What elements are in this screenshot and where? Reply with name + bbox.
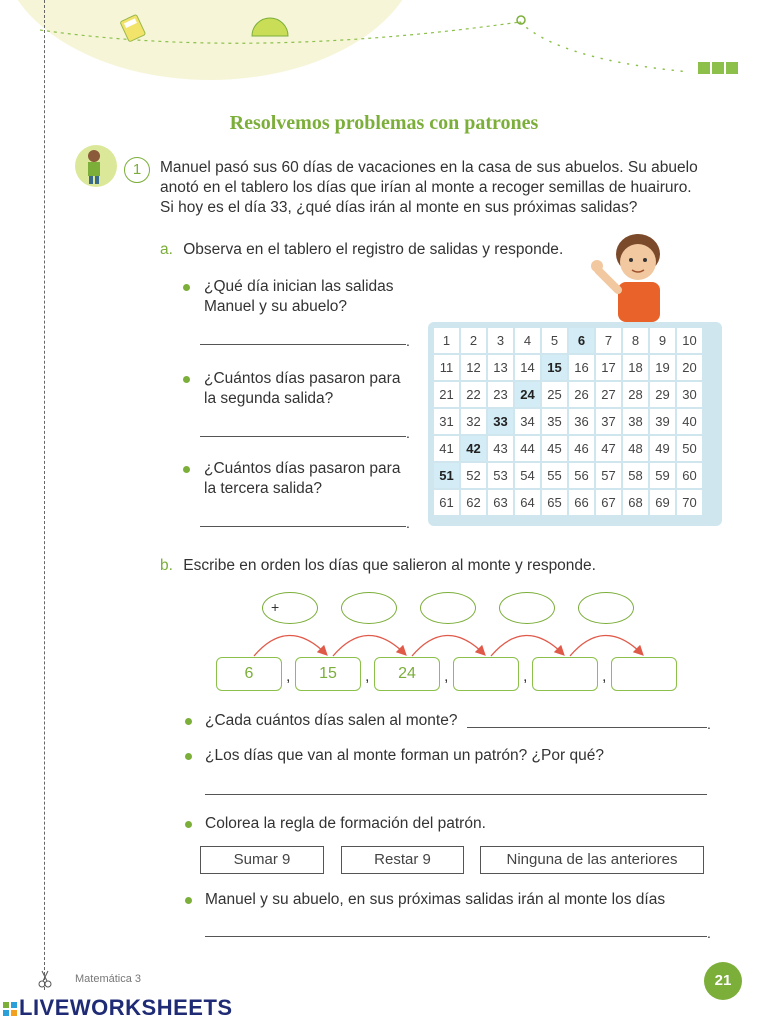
bullet — [183, 376, 190, 383]
board-cell: 50 — [677, 436, 702, 461]
board-cell: 14 — [515, 355, 540, 380]
instruction-verb: Observa — [183, 241, 242, 258]
board-cell: 41 — [434, 436, 459, 461]
cut-line — [44, 0, 45, 990]
question-line: Manuel y su abuelo? — [204, 298, 348, 315]
board-cell: 21 — [434, 382, 459, 407]
board-cell: 39 — [650, 409, 675, 434]
number-board-table — [432, 326, 704, 517]
answer-field-a1[interactable] — [200, 344, 406, 345]
day-box[interactable] — [532, 657, 598, 691]
board-cell: 5 — [542, 328, 567, 353]
board-cell: 38 — [623, 409, 648, 434]
question-b1: ¿Cada cuántos días salen al monte? — [205, 712, 458, 729]
board-cell: 33 — [488, 409, 513, 434]
question-line: la segunda salida? — [204, 390, 334, 407]
board-cell: 19 — [650, 355, 675, 380]
line-end-dot: . — [406, 425, 410, 441]
problem-line: anotó en el tablero los días que irían al monte a recoger semillas de huairuro. — [160, 179, 692, 196]
board-cell: 61 — [434, 490, 459, 515]
board-cell: 36 — [569, 409, 594, 434]
instruction-text: la regla de formación del patrón. — [259, 815, 486, 832]
board-cell: 69 — [650, 490, 675, 515]
bullet — [185, 753, 192, 760]
board-cell: 6 — [569, 328, 594, 353]
board-cell: 47 — [596, 436, 621, 461]
question-line: ¿Qué día inician las salidas — [204, 278, 394, 295]
board-row — [434, 436, 702, 461]
brand-icon — [3, 1002, 17, 1016]
arrow — [491, 635, 563, 656]
question-a1 — [204, 277, 394, 317]
scissors-icon — [38, 970, 52, 988]
board-cell: 44 — [515, 436, 540, 461]
option-restar-9[interactable]: Restar 9 — [341, 846, 464, 874]
board-cell: 46 — [569, 436, 594, 461]
board-cell: 49 — [650, 436, 675, 461]
board-cell: 68 — [623, 490, 648, 515]
board-cell: 22 — [461, 382, 486, 407]
problem-line: Si hoy es el día 33, ¿qué días irán al monte en sus próximas salidas? — [160, 199, 638, 216]
problem-number: 1 — [124, 157, 150, 183]
instruction-verb: Escribe — [183, 557, 235, 574]
calculator-icon — [120, 14, 146, 42]
oval-text: + — [271, 599, 280, 615]
board-cell: 57 — [596, 463, 621, 488]
board-cell: 66 — [569, 490, 594, 515]
question-a2 — [204, 369, 400, 409]
board-cell: 58 — [623, 463, 648, 488]
board-row — [434, 382, 702, 407]
board-cell: 64 — [515, 490, 540, 515]
board-cell: 27 — [596, 382, 621, 407]
day-box[interactable] — [453, 657, 519, 691]
board-row — [434, 355, 702, 380]
board-cell: 24 — [515, 382, 540, 407]
question-b4: Manuel y su abuelo, en sus próximas salidas irán al monte los días — [205, 891, 666, 908]
board-cell: 65 — [542, 490, 567, 515]
board-cell: 28 — [623, 382, 648, 407]
day-box[interactable]: 6 — [216, 657, 282, 691]
problem-statement — [160, 158, 720, 218]
board-cell: 59 — [650, 463, 675, 488]
board-cell: 2 — [461, 328, 486, 353]
question-b2: ¿Los días que van al monte forman un patrón? ¿Por qué? — [205, 747, 604, 764]
board-cell: 40 — [677, 409, 702, 434]
board-cell: 20 — [677, 355, 702, 380]
board-cell: 35 — [542, 409, 567, 434]
board-cell: 63 — [488, 490, 513, 515]
board-cell: 42 — [461, 436, 486, 461]
line-end-dot: . — [406, 515, 410, 531]
board-cell: 9 — [650, 328, 675, 353]
board-cell: 16 — [569, 355, 594, 380]
board-row — [434, 328, 702, 353]
board-cell: 62 — [461, 490, 486, 515]
board-cell: 31 — [434, 409, 459, 434]
instruction-text: en el tablero el registro de salidas y — [241, 241, 495, 258]
board-cell: 13 — [488, 355, 513, 380]
board-cell: 10 — [677, 328, 702, 353]
instruction-verb: responde — [527, 557, 592, 574]
part-b-instruction — [160, 556, 596, 576]
answer-field-a3[interactable] — [200, 526, 406, 527]
bullet — [183, 284, 190, 291]
board-cell: 15 — [542, 355, 567, 380]
instruction-verb: responde — [494, 241, 559, 258]
board-cell: 53 — [488, 463, 513, 488]
page-title: Resolvemos problemas con patrones — [229, 112, 539, 134]
page-number: 21 — [704, 962, 742, 1000]
bullet — [183, 466, 190, 473]
problem-line: Manuel pasó sus 60 días de vacaciones en la casa de sus abuelos. Su abuelo — [160, 159, 698, 176]
board-cell: 18 — [623, 355, 648, 380]
board-row — [434, 463, 702, 488]
day-box[interactable]: 24 — [374, 657, 440, 691]
bullet — [185, 718, 192, 725]
option-sumar-9[interactable]: Sumar 9 — [200, 846, 324, 874]
pattern-oval[interactable] — [499, 592, 555, 624]
line-end-dot: . — [707, 925, 711, 941]
board-cell: 1 — [434, 328, 459, 353]
answer-field-b2[interactable] — [205, 794, 707, 795]
question-b3 — [205, 814, 486, 834]
board-cell: 11 — [434, 355, 459, 380]
board-cell: 48 — [623, 436, 648, 461]
line-end-dot: . — [406, 333, 410, 349]
bullet — [185, 897, 192, 904]
question-line: ¿Cuántos días pasaron para — [204, 460, 401, 477]
board-cell: 32 — [461, 409, 486, 434]
day-box[interactable] — [611, 657, 677, 691]
answer-field-a2[interactable] — [200, 436, 406, 437]
book-label: Matemática 3 — [75, 973, 142, 985]
part-a-instruction — [160, 240, 563, 260]
arrow — [570, 635, 642, 656]
board-cell: 26 — [569, 382, 594, 407]
board-cell: 43 — [488, 436, 513, 461]
board-cell: 3 — [488, 328, 513, 353]
board-cell: 7 — [596, 328, 621, 353]
board-cell: 67 — [596, 490, 621, 515]
board-cell: 23 — [488, 382, 513, 407]
board-cell: 12 — [461, 355, 486, 380]
board-cell: 70 — [677, 490, 702, 515]
part-b-letter: b. — [160, 557, 173, 574]
separator-comma: , — [365, 668, 370, 685]
instruction-text: en orden los días que salieron al monte y — [234, 557, 528, 574]
board-row — [434, 490, 702, 515]
instruction-end: . — [558, 241, 564, 258]
board-cell: 4 — [515, 328, 540, 353]
separator-comma: , — [523, 668, 528, 685]
pattern-oval[interactable] — [578, 592, 634, 624]
boy-illustration — [588, 226, 678, 322]
separator-comma: , — [444, 668, 449, 685]
separator-comma: , — [286, 668, 291, 685]
board-cell: 17 — [596, 355, 621, 380]
board-cell: 56 — [569, 463, 594, 488]
board-cell: 37 — [596, 409, 621, 434]
arrow — [412, 635, 484, 656]
answer-field-b1[interactable] — [467, 727, 707, 728]
arrow — [333, 635, 405, 656]
boy-thinking-icon — [74, 142, 118, 188]
question-line: ¿Cuántos días pasaron para — [204, 370, 401, 387]
answer-field-b4[interactable] — [205, 936, 707, 937]
line-end-dot: . — [707, 716, 711, 732]
question-a3 — [204, 459, 400, 499]
cubes-icon — [698, 62, 738, 74]
board-row — [434, 409, 702, 434]
board-cell: 25 — [542, 382, 567, 407]
board-cell: 30 — [677, 382, 702, 407]
brand-text: LIVEWORKSHEETS — [19, 995, 233, 1020]
number-board — [428, 322, 722, 526]
board-cell: 55 — [542, 463, 567, 488]
pattern-oval[interactable] — [420, 592, 476, 624]
pattern-oval[interactable] — [341, 592, 397, 624]
board-cell: 45 — [542, 436, 567, 461]
pattern-oval[interactable] — [262, 592, 318, 624]
bullet — [185, 821, 192, 828]
question-line: la tercera salida? — [204, 480, 323, 497]
header-decoration-lines — [0, 0, 768, 100]
brand-logo — [3, 995, 233, 1021]
board-cell: 52 — [461, 463, 486, 488]
option-ninguna[interactable]: Ninguna de las anteriores — [480, 846, 704, 874]
day-box[interactable]: 15 — [295, 657, 361, 691]
board-cell: 34 — [515, 409, 540, 434]
board-cell: 8 — [623, 328, 648, 353]
instruction-verb: Colorea — [205, 815, 260, 832]
board-cell: 51 — [434, 463, 459, 488]
separator-comma: , — [602, 668, 607, 685]
instruction-end: . — [591, 557, 596, 574]
board-cell: 54 — [515, 463, 540, 488]
arrow — [254, 635, 326, 656]
board-cell: 29 — [650, 382, 675, 407]
protractor-icon — [252, 18, 288, 36]
part-a-letter: a. — [160, 241, 173, 258]
board-cell: 60 — [677, 463, 702, 488]
pattern-arrows — [240, 622, 680, 658]
